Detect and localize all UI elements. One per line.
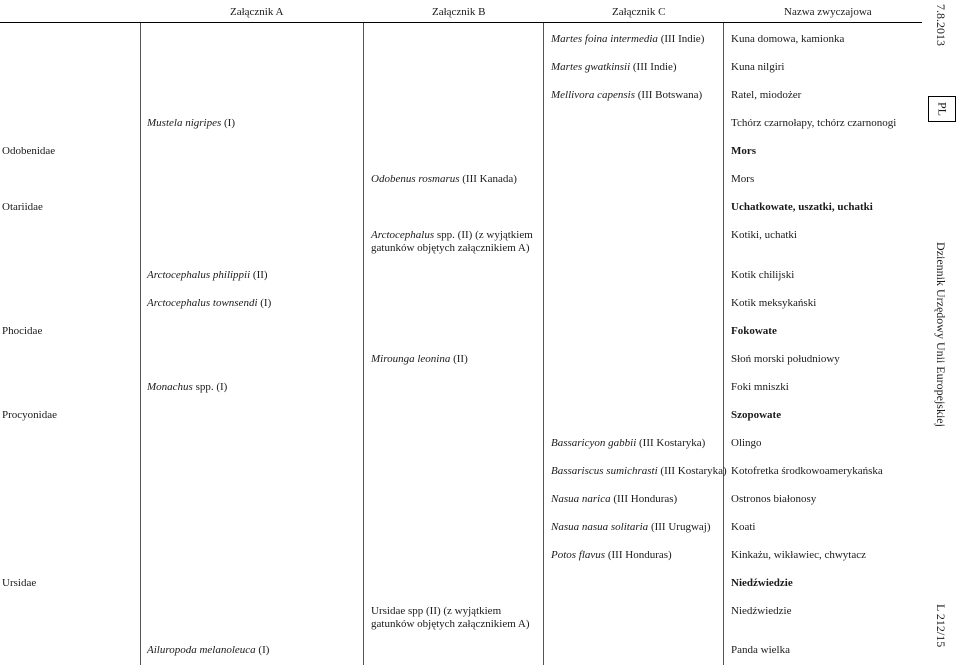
journal-title: Dziennik Urzędowy Unii Europejskiej	[934, 242, 948, 427]
annex-a-species: Arctocephalus philippii (II)	[147, 269, 268, 281]
family-common-name: Mors	[731, 145, 757, 157]
language-badge	[928, 96, 956, 122]
annex-b-species: Arctocephalus spp. (II) (z wyjątkiem gatunków objętych załącznikiem A)	[371, 229, 533, 254]
common-name: Tchórz czarnołapy, tchórz czarnonogi	[731, 117, 897, 129]
page-reference: L 212/15	[934, 604, 948, 648]
column-separator	[723, 23, 724, 665]
common-name: Niedźwiedzie	[731, 605, 792, 617]
annex-b-species: Ursidae spp (II) (z wyjątkiem gatunków objętych załącznikiem A)	[371, 605, 530, 630]
common-name: Mors	[731, 173, 755, 185]
annex-c-species: Nasua nasua solitaria (III Urugwaj)	[551, 521, 711, 533]
common-name: Kuna domowa, kamionka	[731, 33, 845, 45]
common-name: Kotik meksykański	[731, 297, 817, 309]
annex-b-species: Odobenus rosmarus (III Kanada)	[371, 173, 517, 185]
annex-c-species: Mellivora capensis (III Botswana)	[551, 89, 703, 101]
family-name: Phocidae	[2, 325, 43, 337]
publication-date: 7.8.2013	[934, 4, 948, 46]
column-separator	[543, 23, 544, 665]
common-name: Koati	[731, 521, 756, 533]
family-common-name: Niedźwiedzie	[731, 577, 793, 589]
common-name: Panda wielka	[731, 644, 790, 656]
family-name: Ursidae	[2, 577, 37, 589]
annex-c-species: Potos flavus (III Honduras)	[551, 549, 672, 561]
family-name: Odobenidae	[2, 145, 56, 157]
header-annex-a: Załącznik A	[230, 6, 284, 18]
family-common-name: Fokowate	[731, 325, 777, 337]
common-name: Kotik chilijski	[731, 269, 795, 281]
common-name: Foki mniszki	[731, 381, 789, 393]
column-separator	[140, 23, 141, 665]
common-name: Ostronos białonosy	[731, 493, 817, 505]
annex-a-species: Monachus spp. (I)	[147, 381, 228, 393]
family-name: Procyonidae	[2, 409, 57, 421]
column-separator	[363, 23, 364, 665]
annex-c-species: Martes foina intermedia (III Indie)	[551, 33, 705, 45]
language-code: PL	[935, 101, 950, 116]
family-name: Otariidae	[2, 201, 43, 213]
page-sidebar	[924, 0, 960, 665]
family-common-name: Uchatkowate, uszatki, uchatki	[731, 201, 873, 213]
common-name: Kinkażu, wikławiec, chwytacz	[731, 549, 866, 561]
annex-a-species: Arctocephalus townsendi (I)	[147, 297, 272, 309]
common-name: Kotiki, uchatki	[731, 229, 797, 241]
common-name: Kotofretka środkowoamerykańska	[731, 465, 883, 477]
header-common-name: Nazwa zwyczajowa	[784, 6, 872, 18]
annex-c-species: Bassaricyon gabbii (III Kostaryka)	[551, 437, 706, 449]
header-divider	[0, 22, 922, 23]
common-name: Olingo	[731, 437, 762, 449]
annex-c-species: Nasua narica (III Honduras)	[551, 493, 678, 505]
common-name: Kuna nilgiri	[731, 61, 785, 73]
header-annex-c: Załącznik C	[612, 6, 666, 18]
annex-a-species: Ailuropoda melanoleuca (I)	[147, 644, 270, 656]
common-name: Ratel, miodożer	[731, 89, 802, 101]
annex-c-species: Martes gwatkinsii (III Indie)	[551, 61, 677, 73]
family-common-name: Szopowate	[731, 409, 782, 421]
annex-c-species: Bassariscus sumichrasti (III Kostaryka)	[551, 465, 727, 477]
header-annex-b: Załącznik B	[432, 6, 486, 18]
common-name: Słoń morski południowy	[731, 353, 840, 365]
annex-a-species: Mustela nigripes (I)	[147, 117, 235, 129]
annex-b-species: Mirounga leonina (II)	[371, 353, 468, 365]
